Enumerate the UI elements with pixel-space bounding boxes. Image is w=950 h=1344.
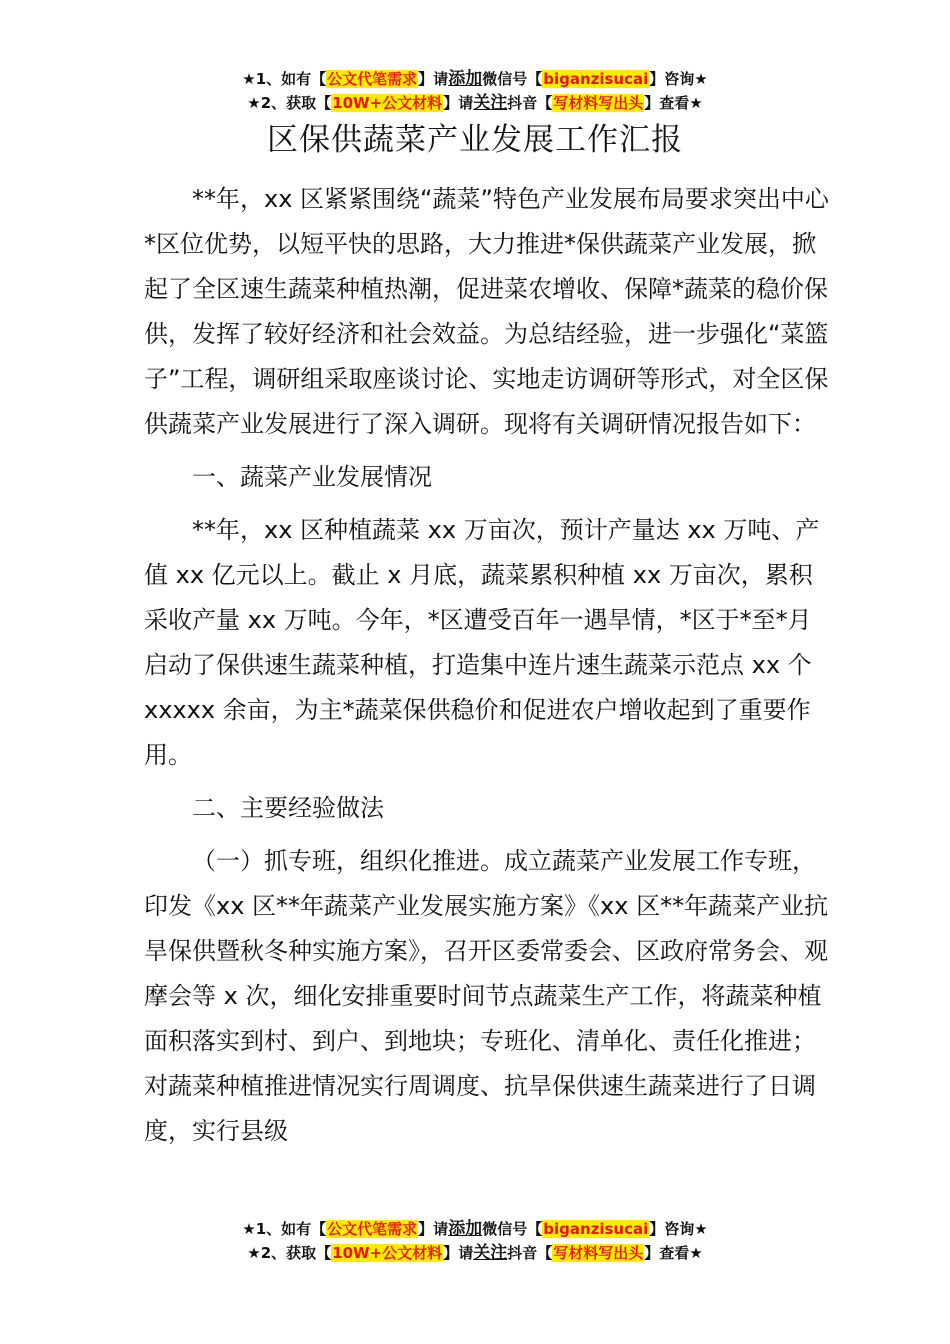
highlight-douyin-account: 写材料写出头 (553, 94, 644, 112)
promo-line-2: ★2、获取【10W+公文材料】请关注抖音【写材料写出头】查看★ (247, 93, 703, 113)
document-body (144, 177, 834, 1154)
highlight-service: 公文代笔需求 (327, 1220, 418, 1238)
section-heading-2: 二、主要经验做法 (192, 794, 384, 822)
emphasis-add: 添加 (448, 1219, 483, 1239)
highlight-materials: 10W+公文材料 (332, 94, 443, 112)
emphasis-follow: 关注 (473, 1243, 508, 1263)
promo-line-1: ★1、如有【公文代笔需求】请添加微信号【biganzisucai】咨询★ (242, 1219, 708, 1239)
bottom-promo-banner (0, 1217, 950, 1265)
top-promo-banner (0, 67, 950, 115)
promo-line-2: ★2、获取【10W+公文材料】请关注抖音【写材料写出头】查看★ (247, 1243, 703, 1263)
highlight-service: 公文代笔需求 (327, 70, 418, 88)
intro-paragraph: **年，xx 区紧紧围绕“蔬菜”特色产业发展布局要求突出中心*区位优势，以短平快的思路，大力推进*保供蔬菜产业发展，掀起了全区速生蔬菜种植热潮，促进菜农增收、保障*蔬菜的稳价保供，发挥了较好经济和社会效益。为总结经验，进一步强化“菜篮子”工程，调研组采取座谈讨论、实地走访调研等形式，对全区保供蔬菜产业发展进行了深入调研。现将有关调研情况报告如下： (144, 185, 829, 438)
promo-line-1: ★1、如有【公文代笔需求】请添加微信号【biganzisucai】咨询★ (242, 69, 708, 89)
emphasis-follow: 关注 (473, 93, 508, 113)
emphasis-add: 添加 (448, 69, 483, 89)
section-heading-1: 一、蔬菜产业发展情况 (192, 463, 432, 491)
highlight-douyin-account: 写材料写出头 (553, 1244, 644, 1262)
highlight-wechat-id: biganzisucai (543, 70, 649, 88)
document-title: 区保供蔬菜产业发展工作汇报 (267, 122, 683, 158)
section-2-paragraph-1: （一）抓专班，组织化推进。成立蔬菜产业发展工作专班，印发《xx 区**年蔬菜产业发展实施方案》《xx 区**年蔬菜产业抗旱保供暨秋冬种实施方案》，召开区委常委会、区政府常务会、观摩会等 x 次，细化安排重要时间节点蔬菜生产工作，将蔬菜种植面积落实到村、到户、到地块；专班化、清单化、责任化推进；对蔬菜种植推进情况实行周调度、抗旱保供速生蔬菜进行了日调度，实行县级 (144, 847, 829, 1145)
highlight-wechat-id: biganzisucai (543, 1220, 649, 1238)
highlight-materials: 10W+公文材料 (332, 1244, 443, 1262)
section-1-paragraph: **年，xx 区种植蔬菜 xx 万亩次，预计产量达 xx 万吨、产值 xx 亿元以上。截止 x 月底，蔬菜累积种植 xx 万亩次，累积采收产量 xx 万吨。今年，*区遭受百年一遇旱情，*区于*至*月启动了保供速生蔬菜种植，打造集中连片速生蔬菜示范点 xx 个 xxxxx 余亩，为主*蔬菜保供稳价和促进农户增收起到了重要作用。 (144, 516, 820, 769)
